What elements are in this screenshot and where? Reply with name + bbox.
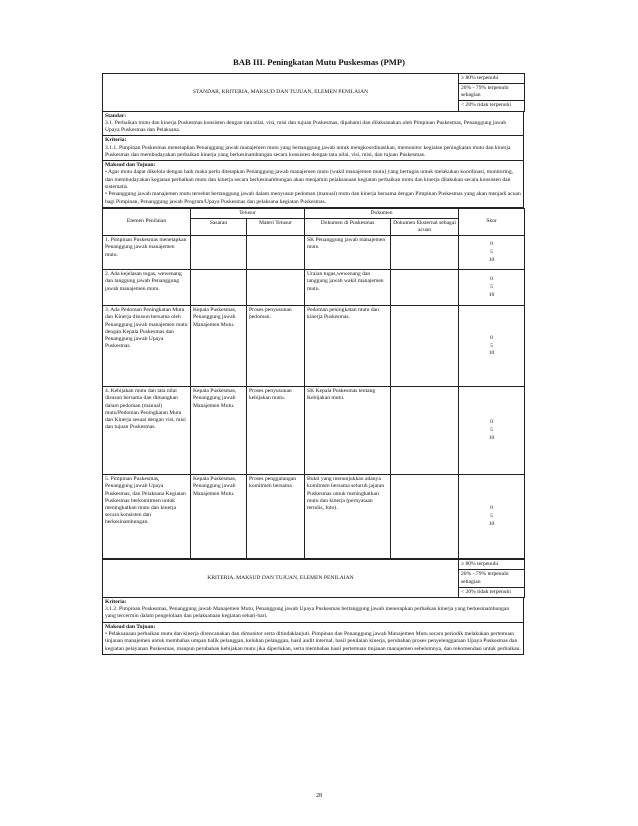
col-materi: Materi Telusur — [247, 218, 305, 235]
eksternal-cell — [391, 270, 459, 306]
legend-partial: 20% - 79% terpenuhi sebagian — [459, 84, 524, 101]
materi-cell: Proses penggalangan komitmen bersama — [247, 475, 305, 559]
col-elemen: Elemen Penilaian — [103, 208, 191, 235]
elemen-cell: 1. Pimpinan Puskesmas menetapkan Penanggung jawab manajemen mutu. — [103, 236, 191, 270]
standar-text: 3.1. Perbaikan mutu dan kinerja Puskesmas konsisten dengan tata nilai, visi, misi dan tujuan Puskesmas, dipahami dan dilaksanakan oleh Pimpinan Puskesmas, Penanggung jawab Upaya Puskesmas dan Pelaksana. — [105, 119, 507, 134]
col-dok-puskesmas: Dokumen di Puskesmas — [305, 218, 391, 235]
maksud-label-2: Maksud dan Tujuan: — [105, 623, 156, 630]
table-row — [103, 270, 525, 306]
legend-none: < 20% tidak terpenuhi — [461, 102, 511, 109]
maksud-section-2 — [102, 623, 524, 655]
page-number: 28 — [316, 793, 322, 799]
dokumen-cell: Uraian tugas,wewenang dan tanggung jawab wakil manajemen mutu. — [305, 270, 391, 306]
standar-section — [102, 112, 524, 137]
maksud-item: • Penanggung jawab manajemen mutu tersebut bertanggung jawab dalam menyusun pedoman (manual) mutu dan kinerja bersama dengan Pimpinan Puskesmas yang akan menjadi acuan bagi Pimpinan, Penanggung jawab Program/Upaya Puskesmas dan pelaksana kegiatan Puskesmas. — [105, 191, 521, 205]
dokumen-cell: SK Penanggung jawab manajemen mutu — [305, 236, 391, 270]
legend-full: ≥ 80% terpenuhi — [459, 560, 524, 570]
skor-5: 5 — [490, 513, 493, 519]
skor-cell — [459, 270, 525, 306]
group-dokumen: Dokumen — [305, 208, 459, 218]
skor-10: 10 — [488, 520, 495, 527]
header-table-2 — [102, 559, 525, 598]
skor-cell — [459, 236, 525, 270]
header-2-title: KRITERIA, MAKSUD DAN TUJUAN, ELEMEN PENILAIAN — [103, 560, 459, 598]
score-legend-1 — [459, 74, 525, 112]
skor-0: 0 — [490, 276, 493, 283]
table-row — [103, 236, 525, 270]
sasaran-cell — [191, 270, 247, 306]
skor-5: 5 — [490, 342, 493, 349]
page-title: BAB III. Peningkatan Mutu Puskesmas (PMP) — [233, 57, 405, 67]
kriteria-section-1 — [102, 136, 524, 161]
sasaran-cell: Kepala Puskesmas, Penanggung jawab Manajemen Mutu. — [191, 475, 247, 559]
skor-0: 0 — [490, 505, 493, 512]
elemen-penilaian-table — [102, 208, 525, 559]
eksternal-cell — [391, 306, 459, 387]
skor-10: 10 — [488, 256, 495, 263]
materi-cell — [247, 270, 305, 306]
maksud-item: • Pelaksanaan perbaikan mutu dan kinerja direncanakan dan dimonitor serta ditindaklanjuti. Pimpinan dan Penanggung jawab Manajemen Mutu secara periodik melakukan pertemuan tinjauan manajemen untuk membahas umpan balik pelanggan, keluhan pelanggan, hasil audit internal, hasil penilaian kinerja, perubahan proses penyelenggaraan Upaya Puskesmas dan kegiatan pelayanan Puskesmas, maupun perubahan kebijakan mutu jika diperlukan, serta membahas hasil pertemuan tinjauan manajemen sebelumnya, dan rekomendasi untuk perbaikan. — [105, 630, 521, 652]
elemen-cell: 5. Pimpinan Puskesmas, Penanggung jawab Upaya Puskesmas, dan Pelaksana Kegiatan Puskesmas berkomitmen untuk meningkatkan mutu dan kinerja secara konsisten dan berkesinambungan. — [103, 475, 191, 559]
maksud-section-1 — [102, 161, 524, 208]
maksud-item: • Agar mutu dapat dikelola dengan baik maka perlu ditetapkan Penanggung jawab manajemen mutu (wakil manajemen mutu) yang bertugas untuk melakukan koordinasi, monitoring, dan membudayakan kegiatan perbaikan mutu dan kinerja secara berkesinambungan akan menjamin pelaksanaan kegiatan perbaikan mutu dan kinerja dilakukan secara konsisten dan sistematis. — [105, 169, 514, 191]
skor-0: 0 — [490, 334, 493, 341]
standar-label: Standar: — [105, 112, 127, 119]
maksud-label-1: Maksud dan Tujuan: — [105, 162, 156, 169]
legend-none: < 20% tidak terpenuhi — [461, 588, 511, 595]
table-row — [103, 387, 525, 475]
skor-5: 5 — [490, 427, 493, 433]
eksternal-cell — [391, 236, 459, 270]
col-skor: Skor — [459, 208, 525, 235]
materi-cell: Proses penyusunan pedoman. — [247, 306, 305, 387]
materi-cell — [247, 236, 305, 270]
skor-5: 5 — [490, 249, 493, 255]
skor-cell — [459, 387, 525, 475]
kriteria-label-2: Kriteria: — [105, 598, 127, 605]
materi-cell: Proses penyusunan kebijakan mutu. — [247, 387, 305, 475]
col-sasaran: Sasaran — [191, 218, 247, 235]
elemen-cell: 4. Kebijakan mutu dan tata nilai disusun bersama dan dituangkan dalam pedoman (manual) mutu/Pedoman Peningkatan Mutu dan Kinerja sesuai dengan visi, misi dan tujuan Puskesmas. — [103, 387, 191, 475]
header-table-1 — [102, 73, 525, 112]
skor-cell — [459, 306, 525, 387]
elemen-cell: 3. Ada Pedoman Peningkatan Mutu dan Kinerja disusun bersama oleh Penanggung jawab manajemen mutu dengan Kepala Puskesmas dan Penanggung jawab Upaya Puskesmas. — [103, 306, 191, 387]
skor-5: 5 — [490, 284, 493, 290]
col-dok-eksternal: Dokumen Eksternal sebagai acuan — [391, 218, 459, 235]
table-row — [103, 475, 525, 559]
dokumen-cell: Pedoman peningkatan mutu dan kinerja Puskesmas. — [305, 306, 391, 387]
skor-10: 10 — [488, 291, 495, 298]
skor-10: 10 — [488, 350, 495, 357]
kriteria-label-1: Kriteria: — [105, 137, 127, 144]
kriteria-section-2 — [102, 598, 524, 623]
skor-0: 0 — [490, 241, 493, 248]
legend-full: ≥ 80% terpenuhi — [459, 74, 524, 84]
standard-block — [102, 73, 524, 655]
score-legend-2 — [459, 560, 525, 598]
kriteria-text-1: 3.1.1. Pimpinan Puskesmas menetapkan Penanggung jawab manajemen mutu yang bertanggung jawab untuk mengkoordinasikan, memonitor kegiatan peningkatan mutu dan kinerja Puskesmas dan membudayakan perbaikan kinerja yang berkesinambungan secara konsisten dengan tata nilai, visi, misi, dan tujuan Puskesmas. — [105, 144, 511, 158]
sasaran-cell: Kepala Puskesmas, Penanggung jawab Manajemen Mutu. — [191, 306, 247, 387]
skor-cell — [459, 475, 525, 559]
elemen-cell: 2. Ada kejelasan tugas, wewenang dan tanggung jawab Penanggung jawab manajemen mutu. — [103, 270, 191, 306]
table-row — [103, 306, 525, 387]
sasaran-cell: Kepala Puskesmas, Penanggung jawab Manajemen Mutu. — [191, 387, 247, 475]
dokumen-cell: SK Kepala Puskesmas tentang Kebijakan mutu. — [305, 387, 391, 475]
sasaran-cell — [191, 236, 247, 270]
dokumen-cell: Bukti yang menunjukkan adanya komitmen bersama seluruh jajaran Puskesmas untuk meningkatkan mutu dan kinerja (pernyataan tertulis, foto). — [305, 475, 391, 559]
skor-10: 10 — [488, 434, 495, 441]
legend-partial: 20% - 79% terpenuhi sebagian — [459, 570, 524, 587]
group-telusur: Telusur — [191, 208, 305, 218]
header-1-title: STANDAR, KRITERIA, MAKSUD DAN TUJUAN, ELEMEN PENILAIAN — [103, 74, 459, 112]
eksternal-cell — [391, 387, 459, 475]
kriteria-text-2: 3.1.2. Pimpinan Puskesmas, Penanggung jawab Manajemen Mutu, Penanggung jawab Upaya Puskesmas bertanggung jawab menerapkan perbaikan kinerja yang berkesinambungan yang tercermin dalam pengelolaan dan pelaksanaan kegiatan sehari-hari. — [105, 606, 510, 620]
skor-0: 0 — [490, 419, 493, 426]
eksternal-cell — [391, 475, 459, 559]
